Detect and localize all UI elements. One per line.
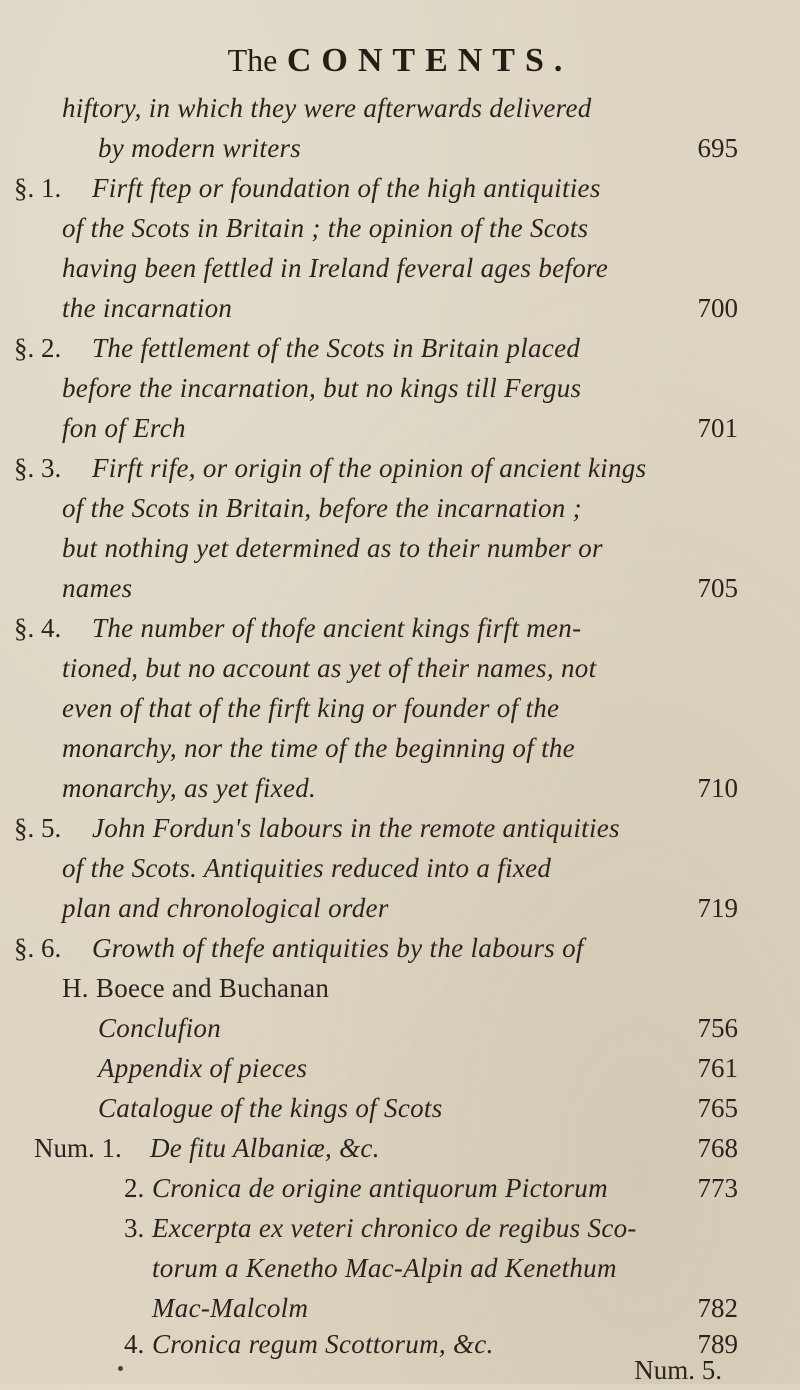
toc-line	[0, 768, 800, 808]
ink-speck	[118, 1366, 123, 1371]
toc-page-number: 773	[697, 1173, 738, 1203]
running-header	[0, 42, 800, 80]
toc-text: by modern writers	[98, 133, 302, 163]
section-number: §. 4.	[14, 613, 62, 643]
toc-text: The fettlement of the Scots in Britain placed	[92, 333, 581, 363]
toc-line	[0, 528, 800, 568]
toc-text: monarchy, nor the time of the beginning of the	[62, 733, 575, 763]
toc-line	[0, 568, 800, 608]
toc-line	[0, 208, 800, 248]
toc-line	[0, 1128, 800, 1168]
toc-line	[0, 848, 800, 888]
toc-page-number: 719	[697, 893, 738, 923]
toc-text: hiftory, in which they were afterwards delivered	[62, 93, 592, 123]
toc-line	[0, 248, 800, 288]
toc-line	[0, 1008, 800, 1048]
toc-page-number: 756	[697, 1013, 738, 1043]
catchword: Num. 5.	[634, 1355, 722, 1385]
toc-page-number: 705	[697, 573, 738, 603]
toc-text: plan and chronological order	[62, 893, 389, 923]
section-number: §. 5.	[14, 813, 62, 843]
toc-text: Growth of thefe antiquities by the labours of	[92, 933, 584, 963]
toc-line	[0, 888, 800, 928]
toc-line	[0, 1088, 800, 1128]
toc-text: even of that of the firft king or founder of the	[62, 693, 560, 723]
toc-text: Conclufion	[98, 1013, 221, 1043]
toc-line	[0, 128, 800, 168]
toc-page-number: 782	[697, 1293, 738, 1323]
toc-line	[0, 728, 800, 768]
toc-text: torum a Kenetho Mac-Alpin ad Kenethum	[152, 1253, 617, 1283]
toc-text: Cronica de origine antiquorum Pictorum	[152, 1173, 608, 1203]
toc-line	[0, 648, 800, 688]
toc-text: Cronica regum Scottorum, &c.	[152, 1329, 494, 1359]
toc-text: H. Boece and Buchanan	[62, 973, 330, 1003]
section-number: §. 1.	[14, 173, 62, 203]
toc-text: names	[62, 573, 133, 603]
toc-line	[0, 408, 800, 448]
section-number: 3.	[124, 1213, 145, 1243]
toc-text: the incarnation	[62, 293, 233, 323]
toc-text: John Fordun's labours in the remote antiquities	[92, 813, 620, 843]
toc-line	[0, 1208, 800, 1248]
toc-line	[0, 168, 800, 208]
toc-text: before the incarnation, but no kings till Fergus	[62, 373, 582, 403]
header-the: The	[227, 42, 278, 78]
toc-text: tioned, but no account as yet of their names, not	[62, 653, 597, 683]
toc-page-number: 768	[697, 1133, 738, 1163]
toc-line	[0, 928, 800, 968]
header-contents: CONTENTS.	[286, 42, 573, 79]
toc-page-number: 761	[697, 1053, 738, 1083]
toc-text: of the Scots. Antiquities reduced into a fixed	[62, 853, 552, 883]
section-number: 4.	[124, 1329, 145, 1359]
toc-page-number: 710	[697, 773, 738, 803]
section-number: Num. 1.	[34, 1133, 122, 1163]
toc-text: but nothing yet determined as to their number or	[62, 533, 603, 563]
toc-line	[0, 488, 800, 528]
toc-page-number: 765	[697, 1093, 738, 1123]
toc-text: Excerpta ex veteri chronico de regibus Sco-	[152, 1213, 637, 1243]
toc-page-number: 701	[697, 413, 738, 443]
toc-page-number: 695	[697, 133, 738, 163]
toc-line	[0, 1168, 800, 1208]
toc-text: Appendix of pieces	[98, 1053, 308, 1083]
toc-line	[0, 328, 800, 368]
toc-page-number: 789	[697, 1329, 738, 1359]
toc-page-number: 700	[697, 293, 738, 323]
toc-line	[0, 1288, 800, 1328]
toc-text: monarchy, as yet fixed.	[62, 773, 317, 803]
toc-line	[0, 968, 800, 1008]
toc-text: De fitu Albaniæ, &c.	[150, 1133, 380, 1163]
section-number: 2.	[124, 1173, 145, 1203]
toc-line	[0, 1248, 800, 1288]
toc-text: having been fettled in Ireland feveral ages before	[62, 253, 609, 283]
toc-line	[0, 688, 800, 728]
toc-text: Firft ftep or foundation of the high antiquities	[92, 173, 601, 203]
section-number: §. 2.	[14, 333, 62, 363]
toc-line	[0, 808, 800, 848]
toc-text: of the Scots in Britain ; the opinion of the Scots	[62, 213, 589, 243]
toc-text: Catalogue of the kings of Scots	[98, 1093, 443, 1123]
toc-text: fon of Erch	[62, 413, 186, 443]
toc-text: of the Scots in Britain, before the incarnation ;	[62, 493, 582, 523]
toc-line	[0, 288, 800, 328]
toc-text: The number of thofe ancient kings firft men-	[92, 613, 582, 643]
toc-line	[0, 1048, 800, 1088]
section-number: §. 6.	[14, 933, 62, 963]
toc-text: Firft rife, or origin of the opinion of ancient kings	[92, 453, 647, 483]
toc-line	[0, 608, 800, 648]
toc-line	[0, 448, 800, 488]
toc-text: Mac-Malcolm	[152, 1293, 309, 1323]
toc-line	[0, 368, 800, 408]
section-number: §. 3.	[14, 453, 62, 483]
toc-line	[0, 88, 800, 128]
